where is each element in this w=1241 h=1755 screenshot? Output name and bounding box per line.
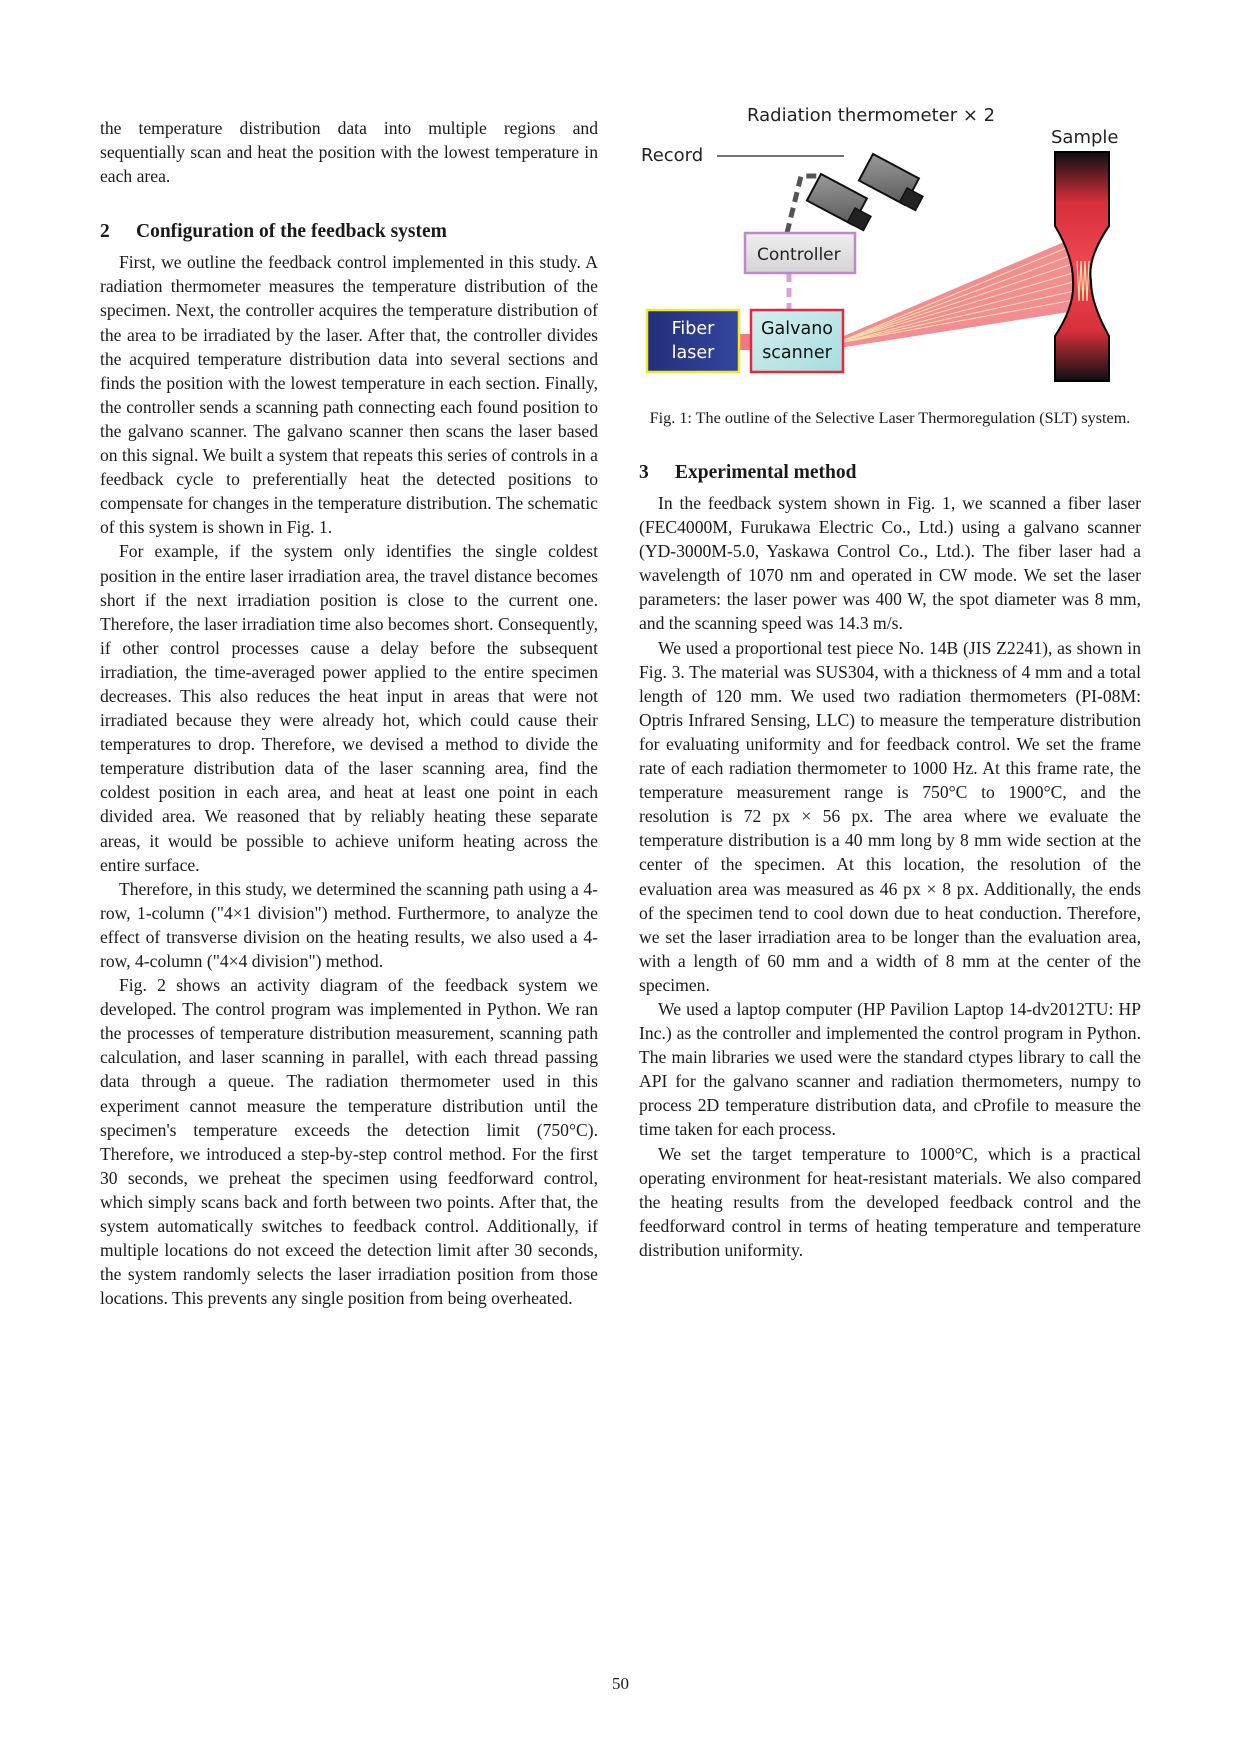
section-3-title: Experimental method (675, 462, 857, 483)
figure-1-caption: Fig. 1: The outline of the Selective Laser Thermoregulation (SLT) system. (649, 409, 1131, 427)
section-3-paragraph: We set the target temperature to 1000°C, which is a practical operating environment for heat-resistant materials. We also compared the heating results from the developed feedback control and the feedforward control in terms of heating temperature and temperature distribution uniformity. (639, 1143, 1141, 1260)
label-sample: Sample (1051, 127, 1119, 148)
section-2-paragraph: First, we outline the feedback control implemented in this study. A radiation thermometer measures the temperature distribution of the specimen. Next, the controller acquires the temperature distribution of the area to be irradiated by the laser. After that, the controller divides the acquired temperature distribution data into several sections and finds the position with the lowest temperature in each section. Finally, the controller sends a scanning path connecting each found position to the galvano scanner. The galvano scanner then scans the laser based on this signal. We built a system that repeats this series of controls in a feedback cycle to preferentially heat the detected positions to compensate for changes in the temperature distribution. The schematic of this system is shown in Fig. 1. (100, 252, 598, 538)
label-controller: Controller (757, 245, 841, 265)
section-2-heading (100, 220, 598, 244)
section-2-title: Configuration of the feedback system (136, 221, 447, 243)
page-number: 50 (612, 1674, 629, 1693)
intro-paragraph: the temperature distribution data into multiple regions and sequentially scan and heat the position with the lowest temperature in each area. (100, 118, 598, 187)
figure-1-slt-diagram (639, 106, 1141, 396)
section-3-paragraph: In the feedback system shown in Fig. 1, we scanned a fiber laser (FEC4000M, Furukawa Electric Co., Ltd.) using a galvano scanner (YD-3000M-5.0, Yaskawa Control Co., Ltd.). The fiber laser had a wavelength of 1070 nm and operated in CW mode. We set the laser parameters: the laser power was 400 W, the spot diameter was 8 mm, and the scanning speed was 14.3 m/s. (639, 493, 1141, 634)
label-laser: laser (671, 343, 715, 363)
section-2-number: 2 (100, 221, 110, 243)
section-3-paragraph: We used a laptop computer (HP Pavilion Laptop 14-dv2012TU: HP Inc.) as the controller and implemented the control program in Python. The main libraries we used were the standard ctypes library to call the API for the galvano scanner and radiation thermometers, numpy to process 2D temperature distribution data, and cProfile to measure the time taken for each process. (639, 998, 1141, 1140)
section-2-paragraph: Fig. 2 shows an activity diagram of the feedback system we developed. The control program was implemented in Python. We ran the processes of temperature distribution measurement, scanning path calculation, and laser scanning in parallel, with each thread passing data through a queue. The radiation thermometer used in this experiment cannot measure the temperature distribution until the specimen's temperature exceeds the detection limit (750°C). Therefore, we introduced a step-by-step control method. For the first 30 seconds, we preheat the specimen using feedforward control, which simply scans back and forth between two points. After that, the system automatically switches to feedback control. Additionally, if multiple locations do not exceed the detection limit after 30 seconds, the system randomly selects the laser irradiation position from those locations. This prevents any single position from being overheated. (100, 975, 598, 1309)
label-galvano-scanner (751, 317, 843, 365)
radiation-thermometer-icon (859, 154, 930, 211)
label-scanner: scanner (762, 343, 832, 363)
label-fiber: Fiber (671, 319, 715, 339)
label-record: Record (641, 145, 704, 166)
right-column (639, 105, 1141, 1262)
section-3-heading (639, 461, 1141, 485)
left-column (100, 116, 598, 1310)
section-2-paragraph: For example, if the system only identifies the single coldest position in the entire laser irradiation area, the travel distance becomes short if the next irradiation position is close to the current one. Therefore, the laser irradiation time also becomes short. Consequently, if other control processes cause a delay before the subsequent irradiation, the time-averaged power applied to the entire specimen decreases. This also reduces the heat input in areas that were not irradiated because they were already hot, which could cause their temperatures to drop. Therefore, we devised a method to divide the temperature distribution data of the laser scanning area, find the coldest position in each area, and heat at least one point in each divided area. We reasoned that by reliably heating these separate areas, it would be possible to achieve uniform heating across the entire surface. (100, 541, 598, 875)
section-3-number: 3 (639, 462, 649, 483)
label-fiber-laser (647, 317, 739, 365)
label-galvano: Galvano (760, 319, 834, 339)
section-2-paragraph: Therefore, in this study, we determined the scanning path using a 4-row, 1-column ("4×1 division") method. Furthermore, to analyze the effect of transverse division on the heating results, we also used a 4-row, 4-column ("4×4 division") method. (100, 878, 598, 971)
section-3-paragraph: We used a proportional test piece No. 14B (JIS Z2241), as shown in Fig. 3. The material was SUS304, with a thickness of 4 mm and a total length of 120 mm. We used two radiation thermometers (PI-08M: Optris Infrared Sensing, LLC) to measure the temperature distribution for evaluating uniformity and for feedback control. We set the frame rate of each radiation thermometer to 1000 Hz. At this frame rate, the temperature measurement range is 750°C to 1900°C, and the resolution is 72 px × 56 px. The area where we evaluate the temperature distribution is a 40 mm long by 8 mm wide section at the center of the specimen. At this location, the resolution of the evaluation area was measured as 46 px × 8 px. Additionally, the ends of the specimen tend to cool down due to heat conduction. Therefore, we set the laser irradiation area to be longer than the evaluation area, with a length of 60 mm and a width of 8 mm at the center of the specimen. (639, 637, 1141, 995)
label-radiation-thermometer: Radiation thermometer × 2 (747, 105, 996, 126)
